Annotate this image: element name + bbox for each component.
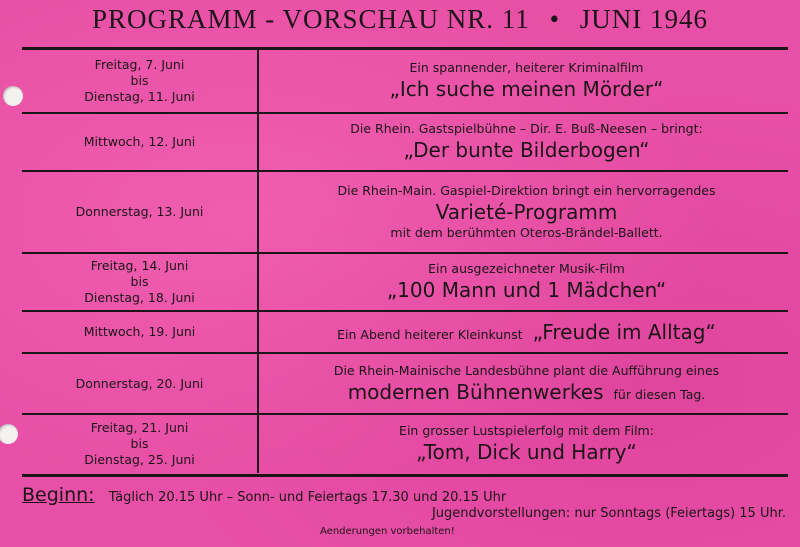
row-date: Freitag, 21. Juni bis Dienstag, 25. Juni: [84, 420, 195, 467]
row-date: Freitag, 14. Juni bis Dienstag, 18. Juni: [84, 258, 195, 305]
row-description: Die Rhein-Mainische Landesbühne plant die Aufführung eines modernen Bühnenwerkes für diesen Tag.: [333, 362, 720, 404]
row-description: Ein ausgezeichneter Musik-Film „100 Mann und 1 Mädchen“: [386, 261, 667, 302]
row-description: Ein Abend heiterer Kleinkunst „Freude im Alltag“: [337, 320, 716, 344]
film-title: Varieté-Programm: [435, 200, 618, 224]
beginn-line: [22, 484, 506, 506]
title-main: PROGRAMM - VORSCHAU NR. 11: [91, 4, 530, 34]
row-description: Die Rhein-Main. Gaspiel-Direktion bringt ein hervorragendes Varieté-Programm mit dem berühmten Oteros-Brändel-Ballett.: [337, 183, 716, 240]
punch-hole: [3, 86, 23, 106]
row-description: Ein grosser Lustspielerfolg mit dem Film: „Tom, Dick und Harry“: [399, 423, 654, 464]
title-bullet: •: [549, 4, 561, 34]
program-row: [22, 254, 788, 310]
program-row: [22, 415, 788, 473]
beginn-label: Beginn:: [22, 484, 95, 506]
row-description: Ein spannender, heiterer Kriminalfilm „Ich suche meinen Mörder“: [389, 60, 664, 101]
film-title: „100 Mann und 1 Mädchen“: [386, 278, 667, 302]
film-title: modernen Bühnenwerkes: [347, 379, 604, 404]
row-date: Donnerstag, 13. Juni: [75, 204, 204, 219]
film-title: „Freude im Alltag“: [532, 320, 716, 344]
page-title: [0, 4, 800, 35]
film-title: „Der bunte Bilderbogen“: [403, 138, 650, 162]
program-row: [22, 114, 788, 170]
beginn-times: Täglich 20.15 Uhr – Sonn- und Feiertags 17.30 und 20.15 Uhr: [108, 490, 507, 505]
changes-note: Aenderungen vorbehalten!: [320, 526, 455, 537]
row-date: Freitag, 7. Juni bis Dienstag, 11. Juni: [84, 57, 195, 104]
program-row: [22, 50, 788, 112]
row-date: Mittwoch, 19. Juni: [83, 324, 196, 339]
row-date: Mittwoch, 12. Juni: [83, 134, 196, 149]
program-row: [22, 172, 788, 252]
film-title: „Ich suche meinen Mörder“: [389, 77, 664, 101]
youth-showings: Jugendvorstellungen: nur Sonntags (Feiertags) 15 Uhr.: [431, 506, 786, 521]
row-date: Donnerstag, 20. Juni: [75, 375, 204, 391]
title-month: JUNI 1946: [579, 4, 709, 34]
row-description: Die Rhein. Gastspielbühne – Dir. E. Buß-Neesen – bringt: „Der bunte Bilderbogen“: [350, 121, 703, 162]
program-row: [22, 354, 788, 413]
film-title: „Tom, Dick und Harry“: [416, 440, 637, 464]
bottom-rule: [22, 474, 788, 477]
program-row: [22, 312, 788, 352]
punch-hole: [0, 424, 18, 444]
